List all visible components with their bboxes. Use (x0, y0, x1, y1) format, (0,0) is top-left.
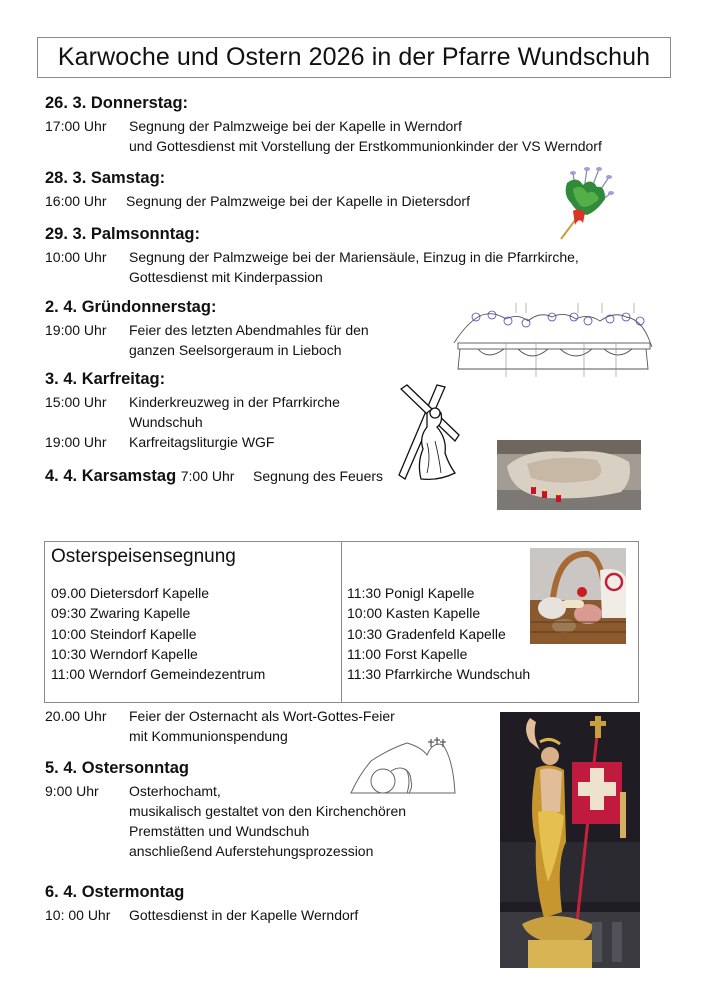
list-item: 10:00 Kasten Kapelle (347, 605, 481, 622)
entry-text: Segnung des Feuers (253, 468, 384, 484)
entry-text: Feier der Osternacht als Wort-Gottes-Feier (129, 708, 395, 724)
last-supper-image (448, 303, 656, 377)
page-title: Karwoche und Ostern 2026 in der Pfarre Wundschuh (57, 43, 651, 71)
entry-time: 17:00 Uhr (45, 118, 107, 134)
empty-tomb-image (349, 735, 459, 797)
list-item: 11:00 Forst Kapelle (347, 645, 468, 662)
day-heading: 29. 3. Palmsonntag: (45, 225, 200, 243)
blessing-list-right (347, 583, 530, 684)
entry-text: Segnung der Palmzweige bei der Kapelle in Werndorf (129, 118, 462, 134)
day-heading: 2. 4. Gründonnerstag: (45, 298, 217, 316)
day-heading: 6. 4. Ostermontag (45, 883, 185, 901)
entry-time: 20.00 Uhr (45, 708, 107, 724)
holy-grave-image (497, 440, 641, 510)
list-item: 09.00 Dietersdorf Kapelle (51, 585, 209, 601)
day-heading: 3. 4. Karfreitag: (45, 370, 166, 388)
schedule-line (45, 708, 395, 724)
entry-text: Segnung der Palmzweige bei der Kapelle in Dietersdorf (126, 193, 470, 209)
entry-time: 10: 00 Uhr (45, 907, 111, 923)
box-divider (341, 542, 342, 702)
entry-text: Osterhochamt, (129, 783, 221, 799)
entry-text: Segnung der Palmzweige bei der Mariensäule, Einzug in die Pfarrkirche, (129, 249, 579, 265)
risen-christ-image (500, 712, 640, 968)
day-heading: 28. 3. Samstag: (45, 169, 166, 187)
entry-time: 9:00 Uhr (45, 783, 99, 799)
blessing-box (44, 541, 639, 703)
list-item: 10:30 Gradenfeld Kapelle (347, 625, 506, 642)
entry-time: 19:00 Uhr (45, 322, 107, 338)
entry-text: anschließend Auferstehungsprozession (129, 843, 374, 859)
schedule-line (45, 322, 369, 338)
schedule-line (45, 249, 579, 265)
schedule-line (45, 783, 221, 799)
entry-text: Gottesdienst in der Kapelle Werndorf (129, 907, 359, 923)
list-item: 10:00 Steindorf Kapelle (51, 625, 197, 642)
day-heading: 5. 4. Ostersonntag (45, 759, 189, 777)
title-box (37, 37, 671, 78)
day-heading: 4. 4. Karsamstag (45, 467, 177, 485)
entry-text: Premstätten und Wundschuh (129, 823, 310, 839)
schedule-line (45, 118, 462, 134)
schedule-line (45, 434, 274, 450)
list-item: 09:30 Zwaring Kapelle (51, 605, 191, 622)
entry-text: Karfreitagsliturgie WGF (129, 434, 275, 450)
entry-text: ganzen Seelsorgeraum in Lieboch (129, 342, 342, 358)
schedule-line (45, 193, 470, 209)
day-heading: 26. 3. Donnerstag: (45, 94, 189, 112)
entry-text: Wundschuh (129, 414, 203, 430)
entry-time: 19:00 Uhr (45, 434, 107, 450)
entry-text: Kinderkreuzweg in der Pfarrkirche (129, 394, 340, 410)
list-item: 11:30 Pfarrkirche Wundschuh (347, 666, 531, 683)
list-item: 11:00 Werndorf Gemeindezentrum (51, 666, 266, 683)
palm-bouquet-image (553, 163, 615, 241)
entry-time: 7:00 Uhr (180, 468, 235, 484)
easter-basket-image (530, 548, 626, 644)
day-heading-inline (45, 467, 383, 486)
entry-text: musikalisch gestaltet von den Kirchenchören (129, 803, 407, 819)
schedule-line (45, 394, 340, 410)
list-item: 10:30 Werndorf Kapelle (51, 645, 198, 662)
entry-time: 15:00 Uhr (45, 394, 107, 410)
box-title: Osterspeisensegnung (51, 546, 236, 567)
blessing-list-left (51, 583, 265, 684)
entry-text: und Gottesdienst mit Vorstellung der Erstkommunionkinder der VS Werndorf (129, 138, 602, 154)
entry-time: 16:00 Uhr (45, 193, 107, 209)
entry-text: Gottesdienst mit Kinderpassion (129, 269, 323, 285)
schedule-line (45, 907, 358, 923)
entry-time: 10:00 Uhr (45, 249, 107, 265)
entry-text: mit Kommunionspendung (129, 728, 288, 744)
cross-bearer-image (397, 383, 465, 483)
list-item: 11:30 Ponigl Kapelle (347, 585, 475, 601)
entry-text: Feier des letzten Abendmahles für den (129, 322, 369, 338)
